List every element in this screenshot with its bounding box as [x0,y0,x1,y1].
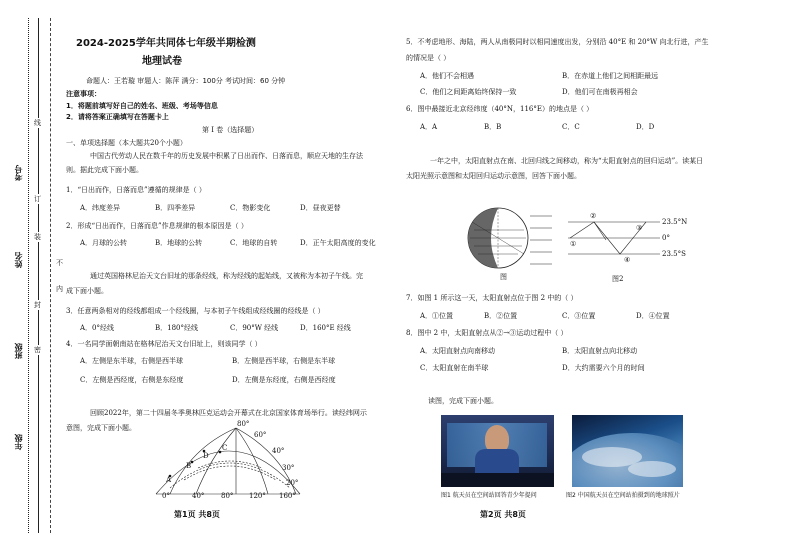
grid-lat-label: 20° [286,479,299,487]
option-c: C．C [562,123,580,131]
binding-solid-line [38,18,39,533]
option-b: B．左侧是西半球，右侧是东半球 [232,357,336,365]
seal-char: 内 [56,285,63,293]
passage-line: 则。据此完成下面小题。 [66,166,143,174]
notes-item: 2．请将答案正确填写在答题卡上 [66,113,169,121]
grid-lon-label: 0° [162,492,170,500]
option-b: B．地球的公转 [155,239,203,247]
fig2-point-label: ④ [624,256,631,264]
question-stem: 7．如图 1 所示这一天，太阳直射点位于图 2 中的（ ） [406,294,578,302]
binding-field-exam-no: 考号 [14,165,23,181]
option-c: C．太阳直射在南半球 [420,364,489,372]
fig2-lat-label: 23.5°N [662,218,688,226]
passage-line: 中国古代劳动人民在数千年的历史发展中积累了日出而作、日落而息，顺应天地的生存法 [90,152,363,160]
exam-meta: 命题人：王若璇 审题人：陈萍 满分：100分 考试时间：60 分钟 [86,77,286,85]
option-d: D．他们可在南极再相会 [562,88,638,96]
grid-lon-label: 160° [279,492,296,500]
binding-field-grade: 年级 [14,434,23,450]
seal-char: 封 [34,301,41,309]
earth-photo [572,415,683,487]
option-b: B．180°经线 [155,324,199,332]
passage-line: 成下面小题。 [66,287,108,295]
exam-title: 2024-2025学年共同体七年级半期检测 [76,38,256,49]
option-b: B．②位置 [484,312,518,320]
photo-caption: 图2 中国航天员在空间站拍摄到的地球照片 [566,492,680,499]
option-a: A．他们不会相遇 [420,72,475,80]
grid-lat-label: 80° [237,420,250,428]
option-d: D．D [636,123,655,131]
binding-dotted-line [28,18,29,533]
grid-lat-label: 40° [272,447,285,455]
option-a: A．月球的公转 [80,239,128,247]
grid-lon-label: 40° [192,492,205,500]
grid-point-label: B [186,462,192,470]
grid-point-label: D [203,452,209,460]
seal-char: 线 [34,119,41,127]
notes-item: 1．将题前填写好自己的姓名、班级、考场等信息 [66,102,218,110]
option-b: B．四季差异 [155,204,196,212]
photo-caption: 图1 航天员在空间站回答青少年提问 [441,492,537,499]
option-a: A．太阳直射点向南移动 [420,347,496,355]
astronaut-photo [441,415,554,487]
read-prompt: 读图，完成下面小题。 [428,397,498,405]
grid-lon-label: 120° [249,492,266,500]
binding-field-class: 班级 [14,343,23,359]
option-d: D．昼夜更替 [300,204,341,212]
option-b: B．在赤道上他们之间相距最远 [562,72,659,80]
fig2-point-label: ② [590,212,597,220]
figure-caption: 图 [500,273,507,281]
fig2-lat-label: 23.5°S [662,250,686,258]
question-stem: 4．一名同学面朝南站在格林尼治天文台旧址上，则该同学（ ） [66,340,262,348]
option-c: C．地球的自转 [230,239,278,247]
sunlight-illumination-figure [462,202,554,278]
option-a: A．A [420,123,438,131]
option-a: A．①位置 [420,312,454,320]
grid-lon-label: 80° [221,492,234,500]
option-c: C．90°W 经线 [230,324,279,332]
grid-point-label: A [166,476,172,484]
option-c: C．他们之间距离始终保持一致 [420,88,517,96]
solar-migration-figure [566,212,662,264]
grid-lat-label: 60° [254,431,267,439]
option-a: A．左侧是东半球，右侧是西半球 [80,357,184,365]
question-stem: 8．图中 2 中，太阳直射点从②→③运动过程中（ ） [406,329,568,337]
binding-dashed-line [50,18,51,533]
seal-char: 不 [56,259,63,267]
notes-heading: 注意事项： [66,90,101,98]
option-c: C．③位置 [562,312,596,320]
binding-field-name: 姓名 [14,252,23,268]
section-title: 一、单项选择题（本大题共20个小题） [66,139,187,147]
option-c: C．左侧是西经度，右侧是东经度 [80,376,184,384]
page-footer: 第1页 共8页 [174,510,220,519]
passage-line: 意图，完成下面小题。 [66,424,136,432]
option-b: B．太阳直射点向北移动 [562,347,638,355]
fig2-lat-label: 0° [662,234,670,242]
option-d: D．大约需要六个月的时间 [562,364,645,372]
exam-subject: 地理试卷 [142,56,182,67]
option-b: B．B [484,123,502,131]
fig2-point-label: ③ [636,224,643,232]
grid-lat-label: 30° [282,464,295,472]
option-c: C．物影变化 [230,204,271,212]
passage-line: 一年之中，太阳直射点在南、北回归线之间移动，称为“太阳直射点的回归运动”。读某日 [430,157,704,165]
question-stem: 3．任意两条相对的经线都组成一个经线圈，与本初子午线组成经线圈的经线是（ ） [66,307,325,315]
option-d: D．④位置 [636,312,670,320]
question-stem: 2．形成“日出而作，日落而息”作息规律的根本原因是（ ） [66,222,248,230]
option-a: A．0°经线 [80,324,115,332]
seal-char: 密 [34,346,41,354]
passage-line: 通过英国格林尼治天文台旧址的那条经线，称为经线的起始线，又被称为本初子午线。完 [90,272,363,280]
question-stem: 5．不考虑地形、海陆，两人从南极同时以相同速度出发，分别沿 40°E 和 20°W 向北行进，产生 [406,38,709,46]
passage-line: 太阳光照示意图和太阳回归运动示意图，回答下面小题。 [406,172,581,180]
question-stem: 1．“日出而作，日落而息”遵循的规律是（ ） [66,186,206,194]
figure-caption: 图2 [612,275,624,283]
question-stem: 6．图中最接近北京经纬度（40°N，116°E）的地点是（ ） [406,105,594,113]
page-footer: 第2页 共8页 [480,510,526,519]
fig2-point-label: ① [570,240,577,248]
option-a: A．纬度差异 [80,204,121,212]
question-stem: 的情况是（ ） [406,54,451,62]
option-d: D．左侧是东经度，右侧是西经度 [232,376,336,384]
seal-char: 订 [34,195,41,203]
volume-title: 第 I 卷（选择题） [202,126,259,134]
grid-point-label: C [222,444,228,452]
seal-char: 装 [34,233,41,241]
passage-line: 回顾2022年，第二十四届冬季奥林匹克运动会开幕式在北京国家体育场举行。读经纬网示 [90,409,367,417]
option-d: D．160°E 经线 [300,324,351,332]
option-d: D．正午太阳高度的变化 [300,239,376,247]
